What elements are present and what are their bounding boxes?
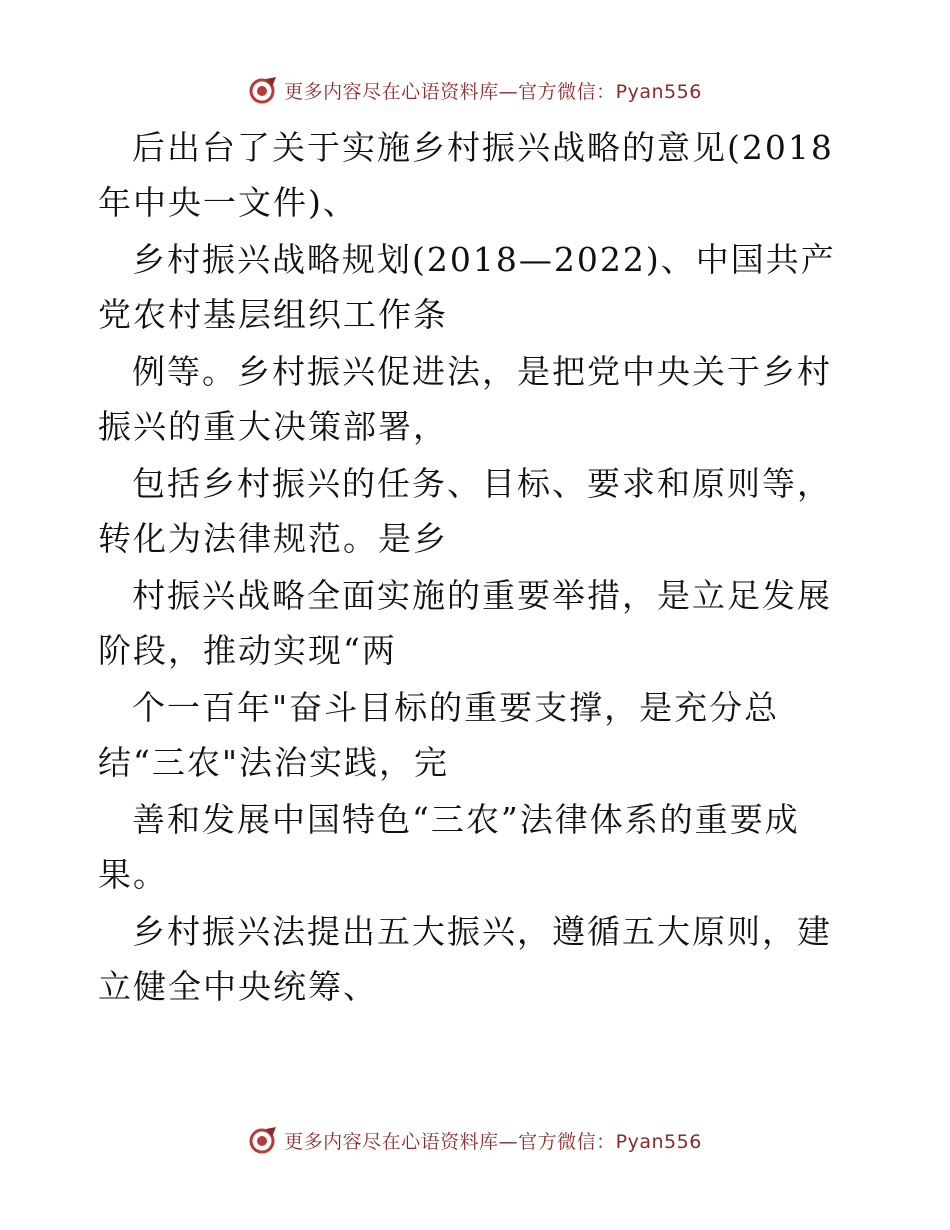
pen-seal-logo-icon xyxy=(248,75,278,105)
document-body xyxy=(98,120,854,1014)
paragraph: 个一百年"奋斗目标的重要支撑，是充分总结“三农"法治实践，完 xyxy=(98,688,780,782)
header-banner xyxy=(0,72,950,108)
paragraph: 村振兴战略全面实施的重要举措，是立足发展阶段，推动实现“两 xyxy=(98,576,832,670)
paragraph: 乡村振兴法提出五大振兴，遵循五大原则，建立健全中央统筹、 xyxy=(98,912,832,1006)
paragraph: 乡村振兴战略规划(2018—2022)、中国共产党农村基层组织工作条 xyxy=(98,240,836,334)
paragraph: 例等。乡村振兴促进法，是把党中央关于乡村振兴的重大决策部署， xyxy=(98,352,832,446)
paragraph: 包括乡村振兴的任务、目标、要求和原则等，转化为法律规范。是乡 xyxy=(98,464,832,558)
paragraph: 后出台了关于实施乡村振兴战略的意见(2018 年中央一文件)、 xyxy=(98,128,834,222)
pen-seal-logo-icon xyxy=(248,1125,278,1155)
footer-banner-text: 更多内容尽在心语资料库—官方微信：Pyan556 xyxy=(284,1130,702,1153)
footer-banner xyxy=(0,1122,950,1158)
paragraph: 善和发展中国特色“三农”法律体系的重要成果。 xyxy=(98,800,800,894)
header-banner-text: 更多内容尽在心语资料库—官方微信：Pyan556 xyxy=(284,80,702,103)
